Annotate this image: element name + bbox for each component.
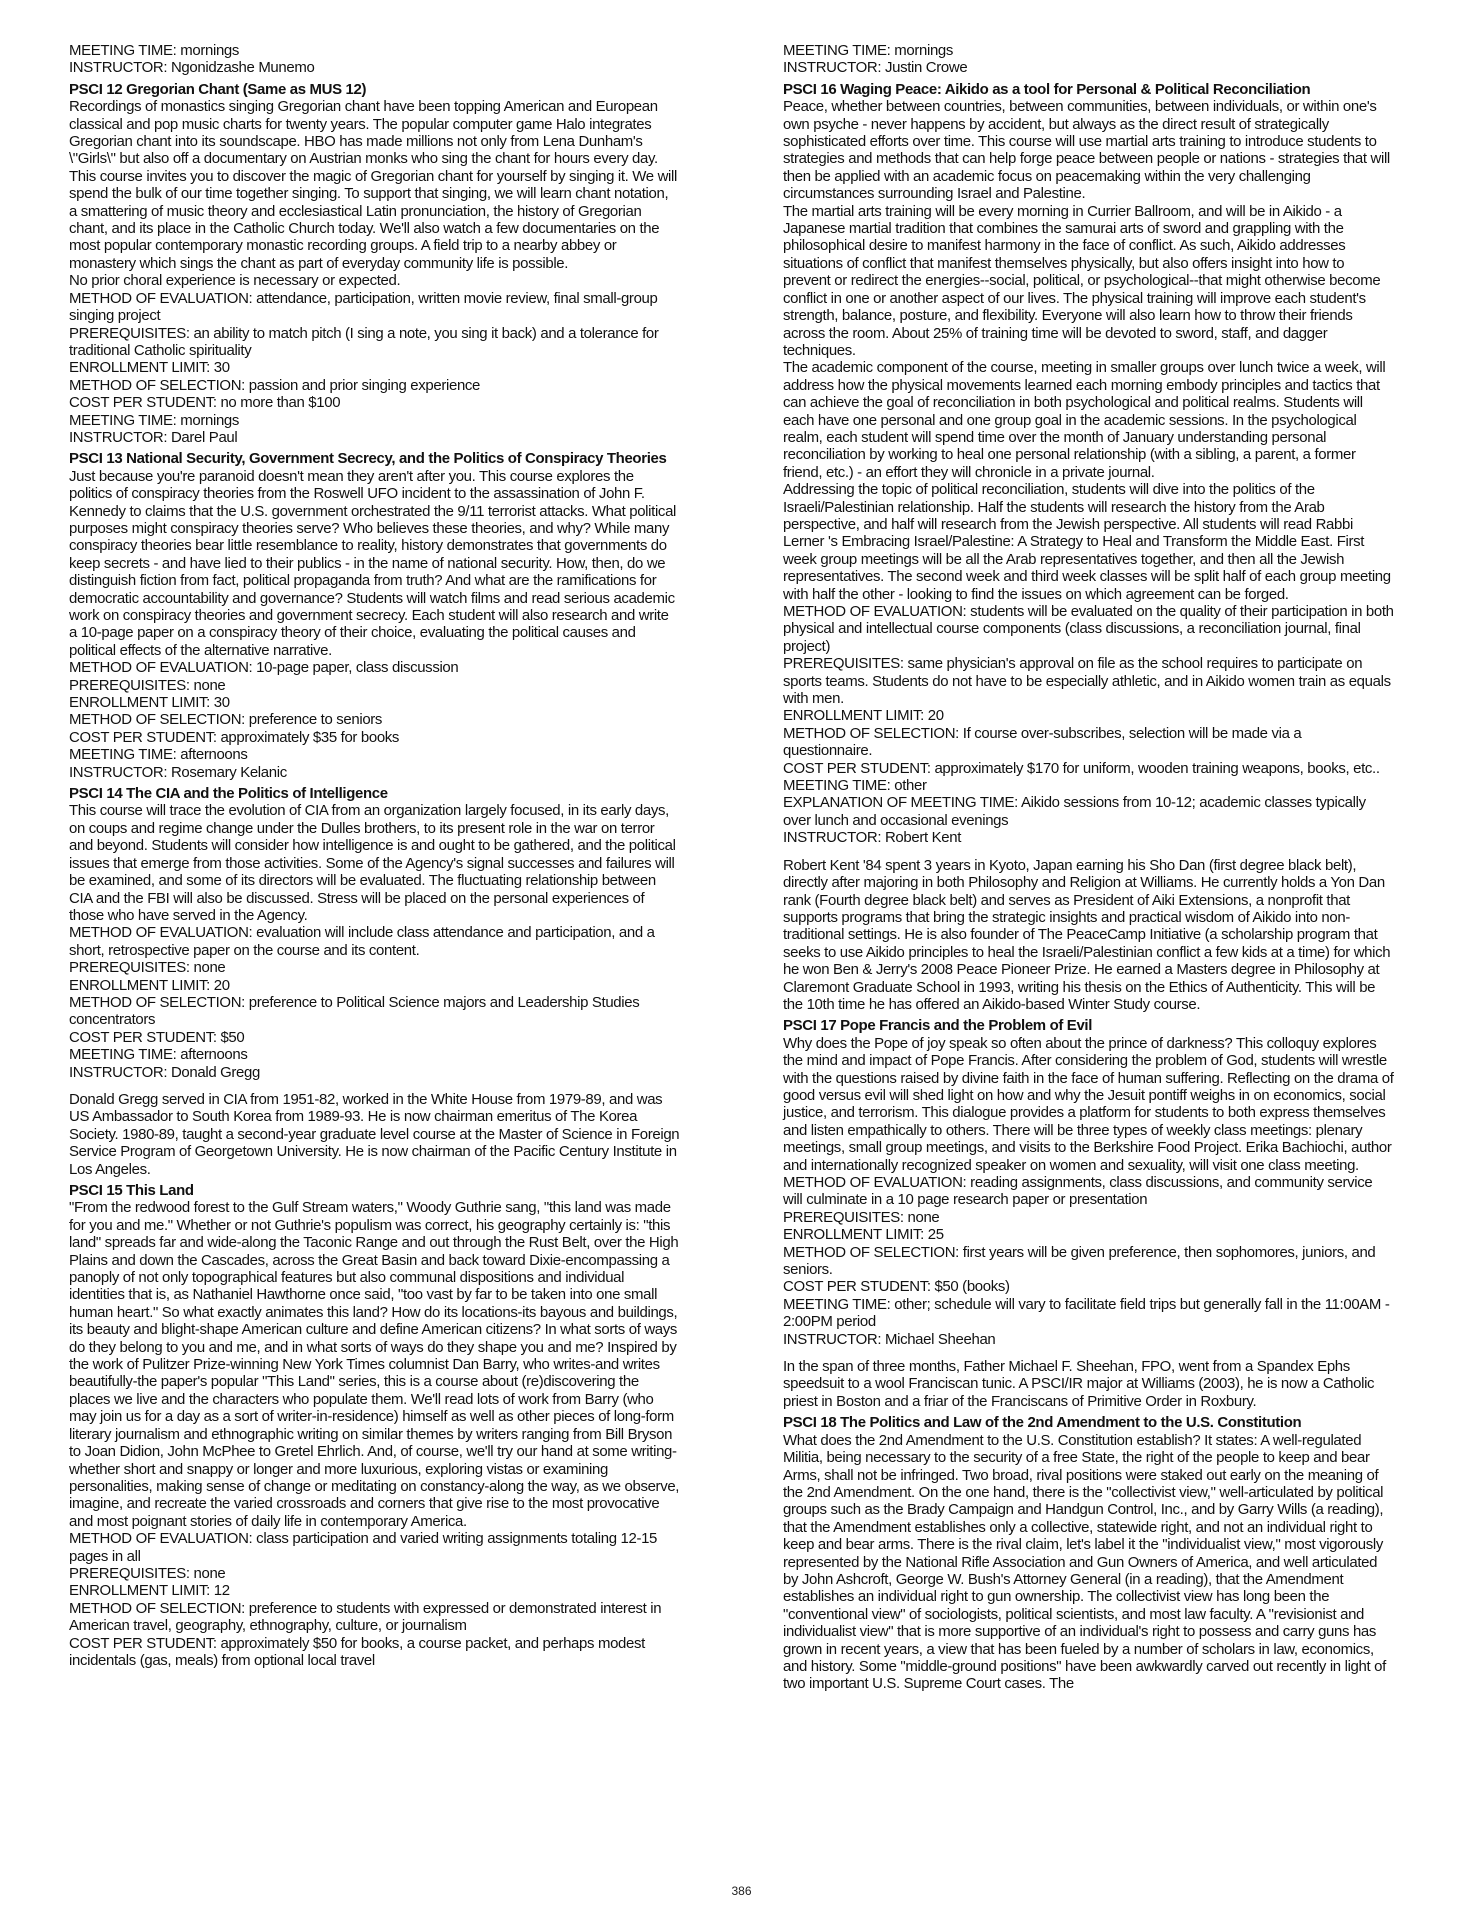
text-paragraph: ENROLLMENT LIMIT: 30 [69,359,230,377]
text-paragraph: METHOD OF SELECTION: If course over-subscribes, selection will be made via a questionnaire. [783,724,1306,760]
text-paragraph: MEETING TIME: other [783,777,927,795]
text-paragraph: INSTRUCTOR: Michael Sheehan [783,1330,996,1348]
page-number: 386 [731,1884,752,1898]
text-paragraph: Just because you're paranoid doesn't mean they aren't after you. This course explores the politics of conspiracy theories from the Roswell UFO incident to the assassination of John F. Kennedy to claims that the U.S. government orchestrated the 9/11 terrorist attacks. What political purposes might conspiracy theories serve? Who believes these theories, and why? While many conspiracy theories bear little resemblance to reality, history demonstrates that governments do keep secrets - and have lied to their publics - in the name of national security. How, then, do we distinguish fiction from fact, political propaganda from truth? And what are the ramifications for democratic accountability and governance? Students will watch films and read serious academic work on conspiracy theories and government secrecy. Each student will also research and write a 10-page paper on a conspiracy theory of their choice, evaluating the political causes and political effects of the alternative narrative. [69,467,680,659]
text-paragraph: ENROLLMENT LIMIT: 30 [69,694,230,712]
text-paragraph: PREREQUISITES: none [69,959,226,977]
text-paragraph: INSTRUCTOR: Donald Gregg [69,1063,260,1081]
text-paragraph: METHOD OF EVALUATION: students will be evaluated on the quality of their participation in both physical and intellectual course components (class discussions, a reconciliation journal, final project) [783,603,1398,655]
text-paragraph: COST PER STUDENT: $50 (books) [783,1278,1010,1296]
text-paragraph: MEETING TIME: mornings [69,411,240,429]
right-column [783,42,1398,1693]
text-paragraph: EXPLANATION OF MEETING TIME: Aikido sessions from 10-12; academic classes typically over lunch and occasional evenings [783,794,1370,829]
text-paragraph: INSTRUCTOR: Darel Paul [69,428,238,446]
paragraph-gap [783,847,1394,857]
text-paragraph: METHOD OF SELECTION: preference to students with expressed or demonstrated interest in American travel, geography, ethnography, culture, or journalism [69,1599,665,1635]
paragraph-gap [69,1081,680,1091]
text-paragraph: In the span of three months, Father Michael F. Sheehan, FPO, went from a Spandex Ephs speedsuit to a wool Franciscan tunic. A PSCI/IR major at Williams (2003), he is now a Catholic priest in Boston and a friar of the Franciscans of Primitive Order in Roxbury. [783,1358,1379,1410]
text-paragraph: Why does the Pope of joy speak so often about the prince of darkness? This colloquy explores the mind and impact of Pope Francis. After considering the problem of God, students will wrestle with the questions raised by divine faith in the face of human suffering. Reflecting on the drama of good versus evil will shed light on how and why the Jesuit pontiff weighs in on economics, social justice, and terrorism. This dialogue provides a platform for students to both express themselves and listen empathically to others. There will be three types of weekly class meetings: plenary meetings, small group meetings, and visits to the Berkshire Food Project. Erika Bachiochi, author and internationally recognized speaker on women and sexuality, will visit one class meeting. [783,1034,1398,1174]
text-paragraph: ENROLLMENT LIMIT: 25 [783,1226,944,1244]
course-title: PSCI 18 The Politics and Law of the 2nd Amendment to the U.S. Constitution [783,1414,1302,1432]
text-paragraph: INSTRUCTOR: Rosemary Kelanic [69,763,287,781]
course-title: PSCI 14 The CIA and the Politics of Intelligence [69,785,388,803]
text-paragraph: MEETING TIME: afternoons [69,1046,248,1064]
text-paragraph: METHOD OF SELECTION: preference to Political Science majors and Leadership Studies concentrators [69,993,644,1029]
text-paragraph: INSTRUCTOR: Robert Kent [783,829,962,847]
course-title: PSCI 15 This Land [69,1182,194,1199]
paragraph-gap [783,1348,1394,1358]
text-paragraph: ENROLLMENT LIMIT: 20 [783,707,944,725]
text-paragraph: ENROLLMENT LIMIT: 12 [69,1582,230,1600]
course-title: PSCI 17 Pope Francis and the Problem of Evil [783,1017,1093,1035]
text-paragraph: COST PER STUDENT: approximately $35 for books [69,728,400,746]
text-paragraph: METHOD OF EVALUATION: reading assignments, class discussions, and community service will culminate in a 10 page research paper or presentation [783,1174,1377,1209]
course-title: PSCI 12 Gregorian Chant (Same as MUS 12) [69,80,367,98]
text-paragraph: METHOD OF EVALUATION: attendance, participation, written movie review, final small-group singing project [69,289,662,325]
text-paragraph: MEETING TIME: mornings [69,42,240,59]
text-paragraph: MEETING TIME: afternoons [69,746,248,764]
text-paragraph: The academic component of the course, meeting in smaller groups over lunch twice a week, will address how the physical movements learned each morning embody principles and tactics that can achieve the goal of reconciliation in both psychological and political realms. Students will each have one personal and one group goal in the academic sessions. In the psychological realm, each student will spend time over the month of January understanding personal reconciliation by working to heal one personal relationship (with a sibling, a parent, a former friend, etc.) - an effort they will chronicle in a private journal. [783,359,1390,481]
course-title: PSCI 16 Waging Peace: Aikido as a tool for Personal & Political Reconciliation [783,80,1311,98]
text-paragraph: This course will trace the evolution of CIA from an organization largely focused, in its early days, on coups and regime change under the Dulles brothers, to its present role in the war on terror and beyond. Students will consider how intelligence is and ought to be gathered, and the political issues that emerge from those activities. Some of the Agency's signal successes and failures will be examined, and some of its directors will be evaluated. The fluctuating relationship between CIA and the FBI will also be discussed. Stress will be placed on the personal experiences of those who have served in the Agency. [69,802,680,924]
text-paragraph: PREREQUISITES: none [783,1208,940,1226]
text-paragraph: METHOD OF SELECTION: passion and prior singing experience [69,376,481,394]
text-paragraph: COST PER STUDENT: approximately $50 for books, a course packet, and perhaps modest incidentals (gas, meals) from optional local travel [69,1634,649,1669]
text-paragraph: COST PER STUDENT: $50 [69,1028,245,1046]
left-column [69,42,684,1669]
text-paragraph: METHOD OF EVALUATION: class participation and varied writing assignments totaling 12-15 pages in all [69,1530,661,1565]
text-paragraph: "From the redwood forest to the Gulf Stream waters," Woody Guthrie sang, "this land was made for you and me." Whether or not Guthrie's populism was correct, his geography certainly is: "this land" spreads far and wide-along the Taconic Range and out through the Rust Belt, over the High Plains and down the Cascades, across the Great Basin and back toward Dixie-encompassing a panoply of not only topographical features but also communal dispositions and individual identities that is, as Nathaniel Hawthorne once said, "too vast by far to be taken into one small human heart." So what exactly animates this land? How do its locations-its bayous and buildings, its beauty and blight-shape American culture and define American citizens? In what sorts of ways do they belong to you and me, and in what sorts of ways do they shape you and me? Inspired by the work of Pulitzer Prize-winning New York Times columnist Dan Barry, who writes-and writes beautifully-the paper's popular "This Land" series, this is a course about (re)discovering the places we live and the characters who populate them. We'll read lots of work from Barry (who may join us for a day as a sort of writer-in-residence) himself as well as other pieces of long-form literary journalism and ethnographic writing on similar themes by writers ranging from Bill Bryson to Joan Didion, John McPhee to Gretel Ehrlich. And, of course, we'll try our hand at some writing- whether short and snappy or longer and more luxurious, exploring vistas or examining personalities, making sense of change or meditating on constancy-along the way, as we observe, imagine, and recreate the varied crossroads and corners that give rise to the most provocative and most poignant stories of daily life in contemporary America. [69,1199,683,1530]
text-paragraph: PREREQUISITES: same physician's approval on file as the school requires to participate on sports teams. Students do not have to be especially athletic, and in Aikido women train as equals with men. [783,655,1395,708]
text-paragraph: INSTRUCTOR: Justin Crowe [783,59,968,77]
text-paragraph: Robert Kent '84 spent 3 years in Kyoto, Japan earning his Sho Dan (first degree black belt), directly after majoring in both Philosophy and Religion at Williams. He currently holds a Yon Dan rank (Fourth degree black belt) and serves as President of Aiki Extensions, a nonprofit that supports programs that bring the strategic insights and practical wisdom of Aikido into non-traditional settings. He is also founder of The PeaceCamp Initiative (a scholarship program that seeks to use Aikido principles to heal the Israeli/Palestinian conflict a few kids at a time) for which he won Ben & Jerry's 2008 Peace Pioneer Prize. He earned a Masters degree in Philosophy at Claremont Graduate School in 1993, writing his thesis on the Ethics of Authenticity. This will be the 10th time he has offered an Aikido-based Winter Study course. [783,856,1395,1013]
text-paragraph: This course invites you to discover the magic of Gregorian chant for yourself by singing it. We will spend the bulk of our time together singing. To support that singing, we will learn chant notation, a smattering of music theory and ecclesiastical Latin pronunciation, the history of Gregorian chant, and its place in the Catholic Church today. We'll also watch a few documentaries on the most popular contemporary monastic recording groups. A field trip to a nearby abbey or monastery which sings the chant as part of everyday community life is possible. [69,167,681,272]
text-paragraph: Addressing the topic of political reconciliation, students will dive into the politics of the Israeli/Palestinian relationship. Half the students will research the history from the Arab perspective, and half will research from the Jewish perspective. All students will read Rabbi Lerner 's Embracing Israel/Palestine: A Strategy to Heal and Transform the Middle East. First week group meetings will be all the Arab representatives together, and then all the Jewish representatives. The second week and third week classes will be split half of each group meeting with half the other - looking to find the issues on which agreement can be forged. [783,481,1395,603]
text-paragraph: What does the 2nd Amendment to the U.S. Constitution establish? It states: A well-regulated Militia, being necessary to the security of a free State, the right of the people to keep and bear Arms, shall not be infringed. Two broad, rival positions were staked out early on the meaning of the 2nd Amendment. On the one hand, there is the "collectivist view," well-articulated by political groups such as the Brady Campaign and Handgun Control, Inc., and by Garry Wills (a reading), that the Amendment establishes only a collective, statewide right, and not an individual right to keep and bear arms. There is the rival claim, let's label it the "individualist view," most vigorously represented by the National Rifle Association and Gun Owners of America, and well articulated by John Ashcroft, George W. Bush's Attorney General (in a reading), that the Amendment establishes an individual right to gun ownership. The collectivist view has long been the "conventional view" of sociologists, political scientists, and most law faculty. A "revisionist and individualist view" that is more supportive of an individual's right to possess and carry guns has grown in recent years, a view that has been fueled by a number of scholars in law, economics, and history. Some "middle-ground positions" have been awkwardly carved out recently in light of two important U.S. Supreme Court cases. The [783,1431,1390,1693]
text-paragraph: Recordings of monastics singing Gregorian chant have been topping American and European classical and pop music charts for twenty years. The popular computer game Halo integrates Gregorian chant into its soundscape. HBO has made millions not only from Lena Dunham's \"Girls\" but also off a documentary on Austrian monks who sing the chant for hours every day. [69,98,662,168]
text-paragraph: PREREQUISITES: an ability to match pitch (I sing a note, you sing it back) and a tolerance for traditional Catholic spirituality [69,324,663,359]
text-paragraph: PREREQUISITES: none [69,1564,226,1582]
text-paragraph: METHOD OF EVALUATION: evaluation will include class attendance and participation, and a short, retrospective paper on the course and its content. [69,924,659,959]
text-paragraph: METHOD OF SELECTION: preference to seniors [69,711,383,729]
text-paragraph: The martial arts training will be every morning in Currier Ballroom, and will be in Aikido - a Japanese martial tradition that combines the samurai arts of sword and grappling with the philosophical desire to manifest harmony in the face of conflict. As such, Aikido addresses situations of conflict that manifest themselves physically, but also offers insight into how to prevent or redirect the energies--social, political, or psychological--that might otherwise become conflict in one or another aspect of our lives. The physical training will improve each student's strength, balance, posture, and flexibility. Everyone will also learn how to throw their friends across the room. About 25% of training time will be devoted to sword, staff, and dagger techniques. [783,202,1385,359]
text-paragraph: INSTRUCTOR: Ngonidzashe Munemo [69,59,315,77]
text-paragraph: METHOD OF EVALUATION: 10-page paper, class discussion [69,659,459,677]
text-paragraph: MEETING TIME: mornings [783,42,954,59]
text-paragraph: Peace, whether between countries, between communities, between individuals, or within one's own psyche - never happens by accident, but always as the direct result of strategically sophisticated efforts over time. This course will use martial arts training to introduce students to strategies and methods that can help forge peace between people or nations - strategies that will then be applied with an academic focus on peacemaking within the very challenging circumstances surrounding Israel and Palestine. [783,98,1394,203]
text-paragraph: COST PER STUDENT: approximately $170 for uniform, wooden training weapons, books, etc.. [783,759,1380,777]
text-paragraph: Donald Gregg served in CIA from 1951-82, worked in the White House from 1979-89, and was US Ambassador to South Korea from 1989-93. He is now chairman emeritus of The Korea Society. 1980-89, taught a second-year graduate level course at the Master of Science in Foreign Service Program of Georgetown University. He is now chairman of the Pacific Century Institute in Los Angeles. [69,1090,684,1178]
text-paragraph: ENROLLMENT LIMIT: 20 [69,976,230,994]
text-paragraph: PREREQUISITES: none [69,676,226,694]
text-paragraph: MEETING TIME: other; schedule will vary to facilitate field trips but generally fall in the 11:00AM - 2:00PM period [783,1295,1394,1331]
text-paragraph: COST PER STUDENT: no more than $100 [69,394,341,412]
text-paragraph: METHOD OF SELECTION: first years will be given preference, then sophomores, juniors, and seniors. [783,1243,1380,1279]
text-paragraph: No prior choral experience is necessary or expected. [69,272,401,290]
course-title: PSCI 13 National Security, Government Secrecy, and the Politics of Conspiracy Theories [69,450,667,468]
